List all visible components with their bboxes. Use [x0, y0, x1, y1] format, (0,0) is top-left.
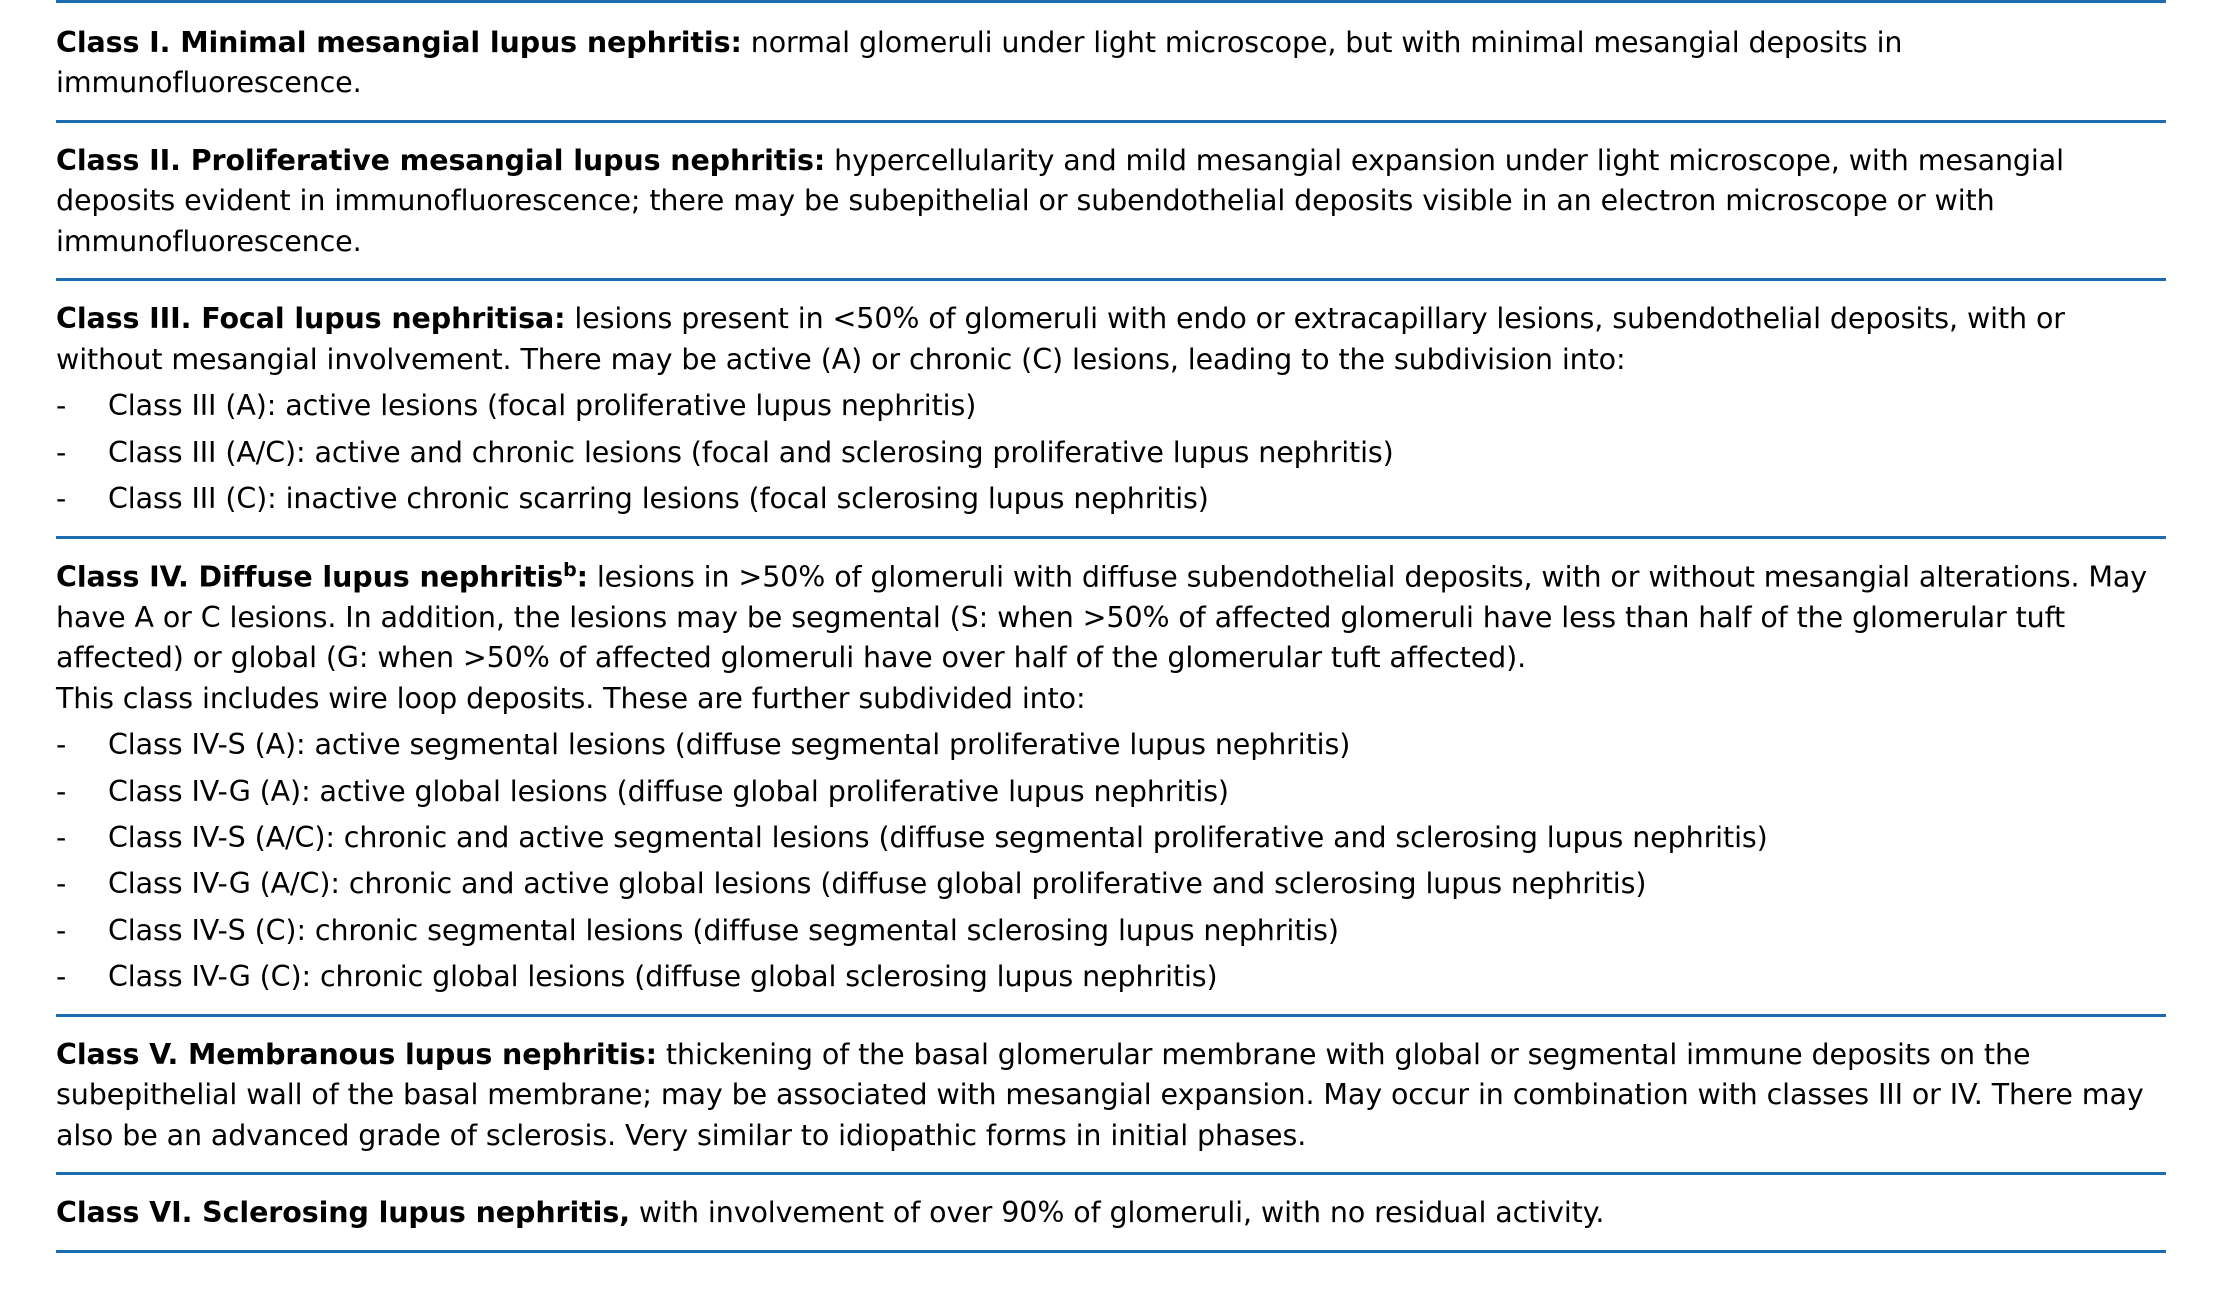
- class-label: Class VI. Sclerosing lupus nephritis,: [56, 1196, 630, 1230]
- list-item: [56, 818, 2166, 858]
- table-row: [56, 281, 2166, 538]
- bullet-marker: -: [56, 867, 67, 901]
- list-item-text: Class III (C): inactive chronic scarring lesions (focal sclerosing lupus nephritis): [108, 482, 1209, 516]
- table-row: [56, 0, 2166, 123]
- list-item: [56, 725, 2166, 765]
- class-description: hypercellularity and mild mesangial expansion under light microscope, with mesangial deposits evident in immunofluorescence; there may be subepithelial or subendothelial deposits visible in an electron microscope or with immunofluorescence.: [56, 143, 2064, 258]
- list-item-text: Class III (A): active lesions (focal proliferative lupus nephritis): [108, 389, 977, 423]
- class-description: thickening of the basal glomerular membrane with global or segmental immune deposits on the subepithelial wall of the basal membrane; may be associated with mesangial expansion. May occur in combination with classes III or IV. There may also be an advanced grade of sclerosis. Very similar to idiopathic forms in initial phases.: [56, 1037, 2144, 1152]
- bullet-marker: -: [56, 913, 67, 947]
- class-label: Class II. Proliferative mesangial lupus nephritis:: [56, 143, 826, 177]
- bullet-marker: -: [56, 389, 67, 423]
- list-item-text: Class IV-S (C): chronic segmental lesions (diffuse segmental sclerosing lupus nephritis): [108, 913, 1339, 947]
- class-description: lesions in >50% of glomeruli with diffuse subendothelial deposits, with or without mesangial alterations. May have A or C lesions. In addition, the lesions may be segmental (S: when >50% of affected glomeruli have less than half of the glomerular tuft affected) or global (G: when >50% of affected glomeruli have over half of the glomerular tuft affected).: [56, 560, 2148, 675]
- subclass-list: [56, 725, 2166, 998]
- row-paragraph: [56, 1193, 2166, 1233]
- row-paragraph: [56, 141, 2166, 262]
- list-item: [56, 911, 2166, 951]
- class-label: Class V. Membranous lupus nephritis:: [56, 1037, 657, 1071]
- row-paragraph: [56, 557, 2166, 679]
- row-paragraph-secondary: This class includes wire loop deposits. These are further subdivided into:: [56, 681, 1086, 715]
- table-row: [56, 539, 2166, 1017]
- footnote-marker: b: [563, 558, 577, 581]
- list-item: [56, 864, 2166, 904]
- bullet-marker: -: [56, 435, 67, 469]
- class-description: lesions present in <50% of glomeruli with endo or extracapillary lesions, subendothelial deposits, with or without mesangial involvement. There may be active (A) or chronic (C) lesions, leading to the subdivision into:: [56, 302, 2065, 376]
- list-item-text: Class III (A/C): active and chronic lesions (focal and sclerosing proliferative lupus nephritis): [108, 435, 1394, 469]
- list-item: [56, 433, 2166, 473]
- table-row: [56, 1017, 2166, 1175]
- class-label: Class I. Minimal mesangial lupus nephritis:: [56, 26, 742, 59]
- class-label: Class IV. Diffuse lupus nephritis: [56, 560, 564, 594]
- bullet-marker: -: [56, 774, 67, 808]
- table-row: [56, 123, 2166, 281]
- list-item-text: Class IV-G (A/C): chronic and active global lesions (diffuse global proliferative and sclerosing lupus nephritis): [108, 867, 1647, 901]
- bullet-marker: -: [56, 728, 67, 762]
- table-row: [56, 1175, 2166, 1252]
- list-item: [56, 386, 2166, 426]
- bullet-marker: -: [56, 482, 67, 516]
- class-label: Class III. Focal lupus nephritisa:: [56, 302, 566, 336]
- list-item: [56, 772, 2166, 812]
- list-item-text: Class IV-S (A/C): chronic and active segmental lesions (diffuse segmental proliferative and sclerosing lupus nephritis): [108, 821, 1768, 854]
- list-item: [56, 479, 2166, 519]
- subclass-list: [56, 386, 2166, 519]
- class-label-tail: :: [576, 560, 588, 594]
- list-item-text: Class IV-G (A): active global lesions (diffuse global proliferative lupus nephritis): [108, 774, 1229, 808]
- bullet-marker: -: [56, 960, 67, 994]
- row-paragraph: [56, 1035, 2166, 1156]
- list-item: [56, 957, 2166, 997]
- bullet-marker: -: [56, 821, 67, 854]
- row-paragraph: [56, 23, 2166, 104]
- list-item-text: Class IV-S (A): active segmental lesions (diffuse segmental proliferative lupus nephritis): [108, 728, 1351, 762]
- class-description: with involvement of over 90% of glomeruli, with no residual activity.: [629, 1196, 1605, 1230]
- row-paragraph: [56, 299, 2166, 380]
- class-description: normal glomeruli under light microscope, but with minimal mesangial deposits in immunofluorescence.: [56, 26, 1903, 100]
- list-item-text: Class IV-G (C): chronic global lesions (diffuse global sclerosing lupus nephritis): [108, 960, 1218, 994]
